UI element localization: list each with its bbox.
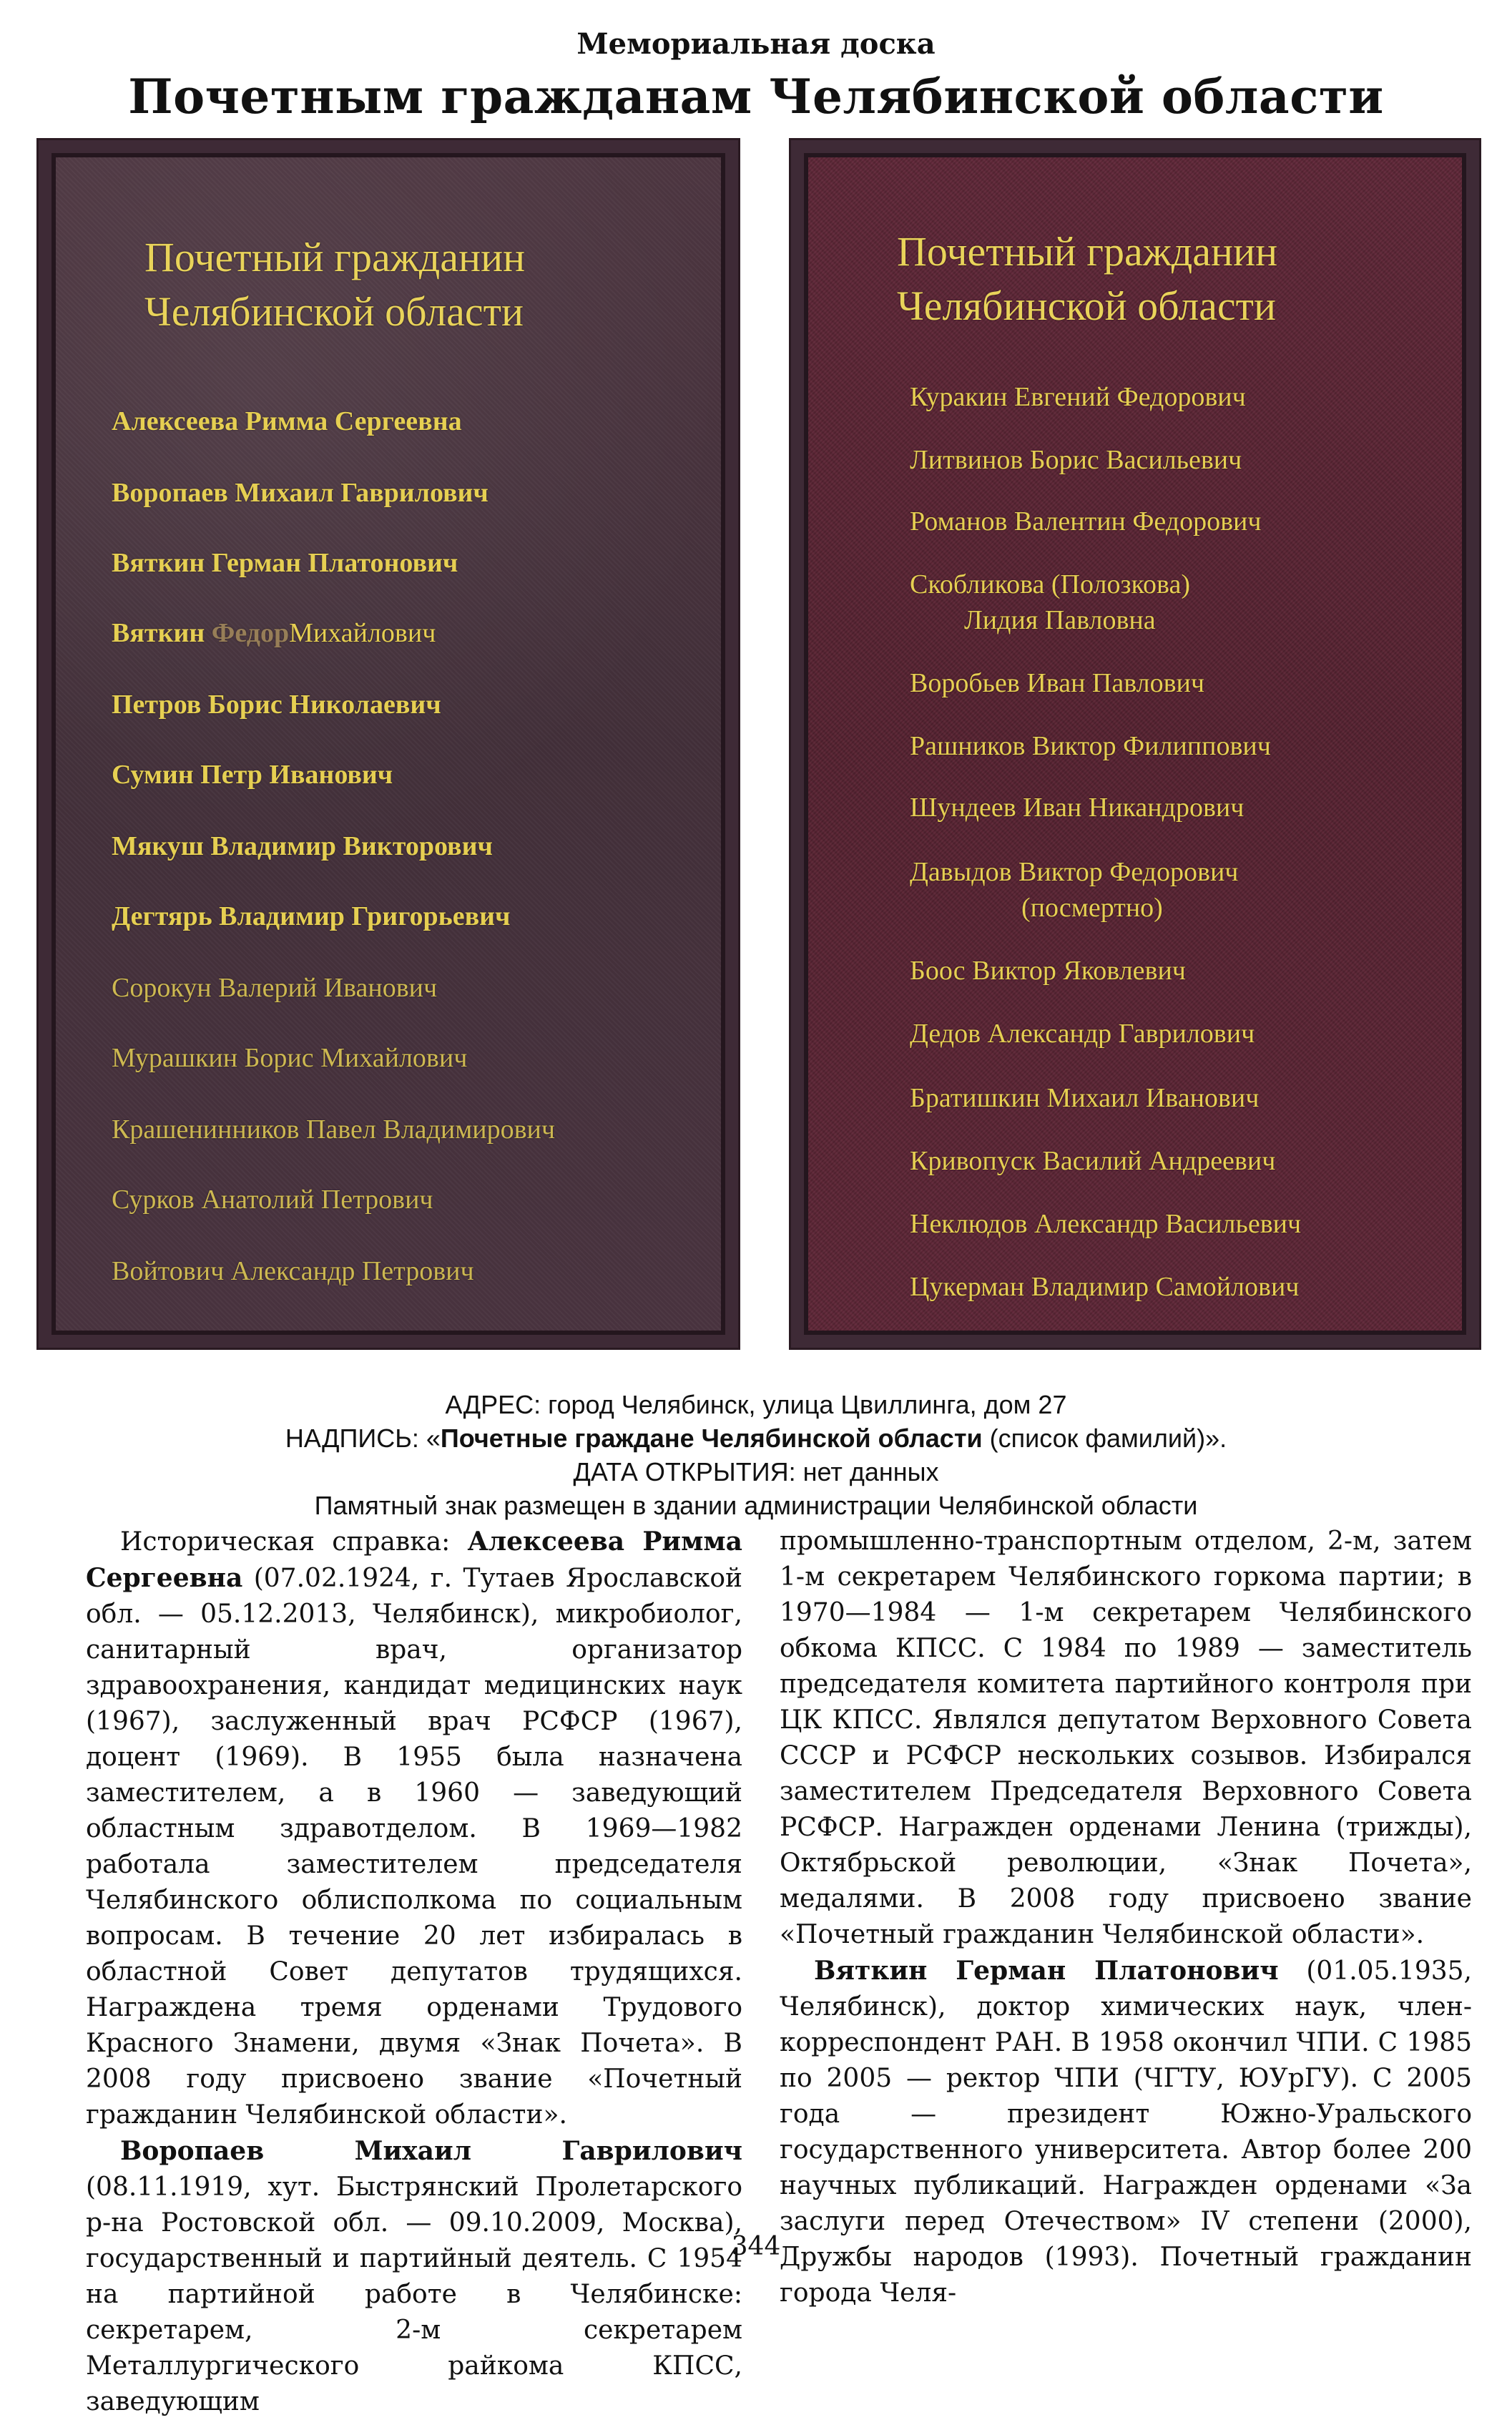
plaque-name: Куракин Евгений Федорович bbox=[910, 382, 1246, 412]
plaque-name: Войтович Александр Петрович bbox=[112, 1256, 474, 1286]
location-line: Памятный знак размещен в здании администрации Челябинской области bbox=[314, 1491, 1198, 1520]
opening-date-line: ДАТА ОТКРЫТИЯ: нет данных bbox=[573, 1457, 939, 1486]
plaque-name: Воробьев Иван Павлович bbox=[910, 668, 1205, 698]
plaque-name: Романов Валентин Федорович bbox=[910, 506, 1262, 537]
article-paragraph: Историческая справка: Алексеева Римма Сергеевна (07.02.1924, г. Тутаев Ярославской обл. — 05.12.2013, Челябинск), микробиолог, санитарный врач, организатор здравоохранения, кандидат медицинских наук (1967), заслуженный врач РСФСР (1967), доцент (1969). В 1955 была назначена заместителем, а в 1960 — заведующий областным здравотделом. В 1969—1982 работала заместителем председателя Челябинского облисполкома по социальным вопросам. В течение 20 лет избиралась в областной Совет депутатов трудящихся. Награждена тремя орденами Трудового Красного Знамени, двумя «Знак Почета». В 2008 году присвоено звание «Почетный гражданин Челябинской области». bbox=[86, 1527, 742, 2130]
plaque-name: Сумин Петр Иванович bbox=[112, 760, 393, 790]
plaque-right-photo bbox=[791, 140, 1479, 1348]
plaque-name: Воропаев Михаил Гаврилович bbox=[112, 478, 489, 508]
plaque-name: Дегтярь Владимир Григорьевич bbox=[112, 901, 511, 931]
page-number: 344 bbox=[731, 2232, 781, 2261]
page-title: Почетным гражданам Челябинской области bbox=[128, 69, 1384, 124]
plaque-name: Боос Виктор Яковлевич bbox=[910, 956, 1186, 986]
plaque-name: Вяткин Герман Платонович bbox=[112, 548, 458, 578]
plaque-name: Сорокун Валерий Иванович bbox=[112, 973, 438, 1003]
plaque-name: (посмертно) bbox=[1021, 893, 1163, 923]
plaque-right-heading: Почетный гражданин Челябинской области bbox=[897, 228, 1278, 329]
inscription-line: НАДПИСЬ: «Почетные граждане Челябинской области (список фамилий)». bbox=[285, 1424, 1227, 1453]
plaque-name: Мякуш Владимир Викторович bbox=[112, 831, 493, 861]
article-paragraph: Вяткин Герман Платонович (01.05.1935, Челябинск), доктор химических наук, член-корреспондент РАН. В 1958 окончил ЧПИ. С 1985 по 2005 — ректор ЧПИ (ЧГТУ, ЮУрГУ). С 2005 года — президент Южно-Уральского государственного университета. Автор более 200 научных публикаций. Награжден орденами «За заслуги перед Отечеством» IV степени (2000), Дружбы народов (1993). Почетный гражданин города Челя- bbox=[780, 1956, 1472, 2308]
plaque-name: Кривопуск Василий Андреевич bbox=[910, 1146, 1276, 1176]
plaque-name: Мурашкин Борис Михайлович bbox=[112, 1043, 468, 1073]
plaque-name: Крашенинников Павел Владимирович bbox=[112, 1115, 555, 1145]
plaque-name: Вяткин ФедорМихайлович bbox=[112, 618, 436, 648]
plaque-name: Сурков Анатолий Петрович bbox=[112, 1185, 433, 1215]
plaque-name: Дедов Александр Гаврилович bbox=[910, 1019, 1255, 1049]
plaque-name: Давыдов Виктор Федорович bbox=[910, 857, 1239, 887]
plaque-name: Алексеева Римма Сергеевна bbox=[112, 406, 462, 436]
plaque-name: Шундеев Иван Никандрович bbox=[910, 793, 1245, 823]
plaque-name: Братишкин Михаил Иванович bbox=[910, 1083, 1260, 1113]
article-paragraph: Воропаев Михаил Гаврилович (08.11.1919, хут. Быстрянский Пролетарского р-на Ростовской обл. — 09.10.2009, Москва), государственный и партийный деятель. С 1954 на партийной работе в Челябинске: секретарем, 2-м секретарем Металлургического райкома КПСС, заведующим bbox=[86, 2136, 742, 2416]
plaque-name: Лидия Павловна bbox=[964, 605, 1156, 635]
plaque-name: Петров Борис Николаевич bbox=[112, 690, 441, 720]
plaque-name: Неклюдов Александр Васильевич bbox=[910, 1209, 1302, 1239]
address-line: АДРЕС: город Челябинск, улица Цвиллинга, дом 27 bbox=[445, 1390, 1067, 1419]
page-subtitle: Мемориальная доска bbox=[576, 27, 936, 61]
plaque-name: Литвинов Борис Васильевич bbox=[910, 445, 1242, 475]
article-column-left bbox=[86, 1524, 742, 2420]
plaque-left-photo bbox=[39, 140, 738, 1348]
plaque-name: Скобликова (Полозкова) bbox=[910, 569, 1190, 599]
plaque-name: Цукерман Владимир Самойлович bbox=[910, 1272, 1300, 1302]
plaque-left-heading: Почетный гражданин Челябинской области bbox=[144, 234, 526, 335]
article-column-right bbox=[780, 1524, 1472, 2311]
article-paragraph: промышленно-транспортным отделом, 2-м, затем 1-м секретарем Челябинского горкома партии; в 1970—1984 — 1-м секретарем Челябинского обкома КПСС. С 1984 по 1989 — заместитель председателя комитета партийного контроля при ЦК КПСС. Являлся депутатом Верховного Совета СССР и РСФСР нескольких созывов. Избирался заместителем Председателя Верховного Совета РСФСР. Награжден орденами Ленина (трижды), Октябрьской революции, «Знак Почета», медалями. В 2008 году присвоено звание «Почетный гражданин Челябинской области». bbox=[780, 1527, 1472, 1949]
plaque-name: Рашников Виктор Филиппович bbox=[910, 731, 1271, 761]
